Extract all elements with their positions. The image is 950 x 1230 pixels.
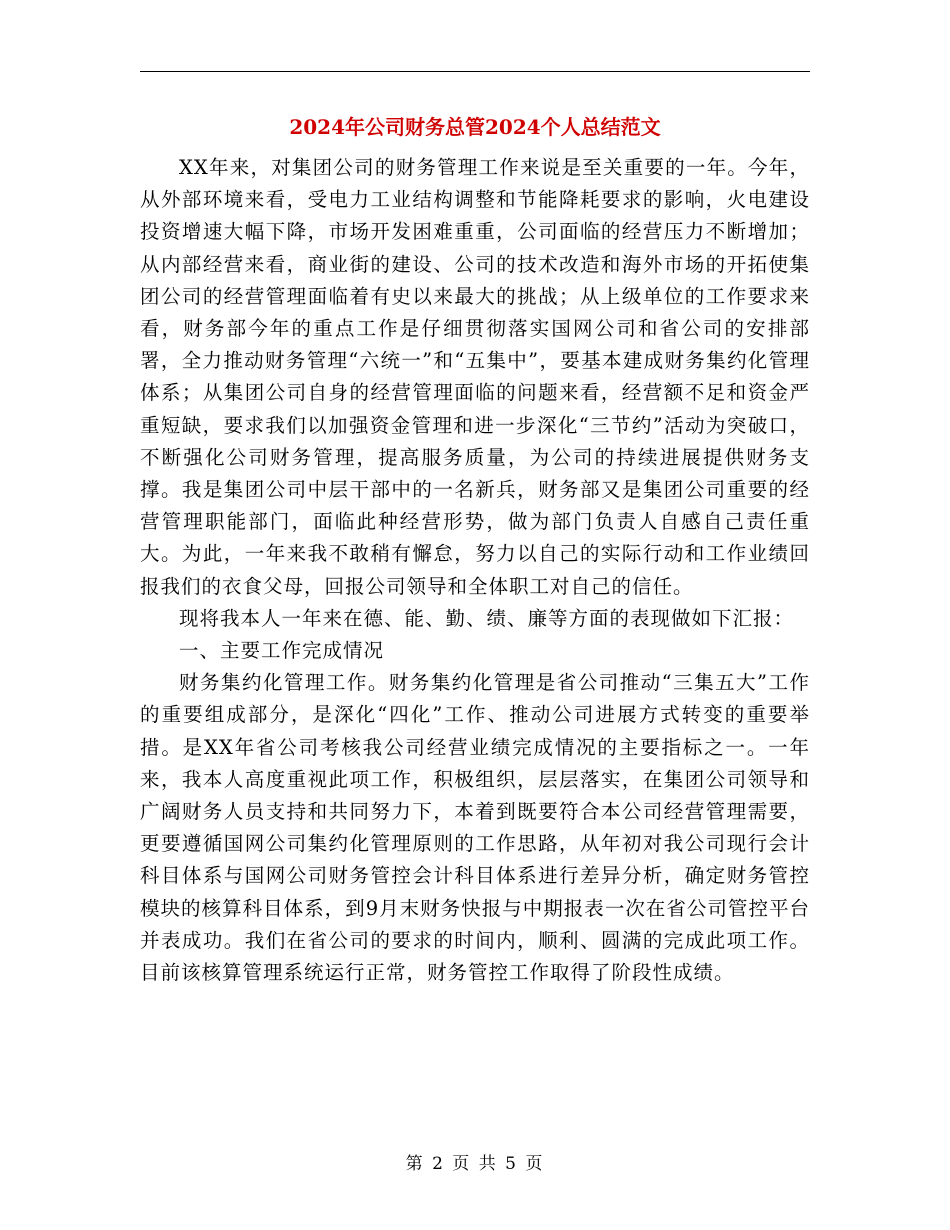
paragraph-intro: XX年来，对集团公司的财务管理工作来说是至关重要的一年。今年，从外部环境来看，受电力工业结构调整和节能降耗要求的影响，火电建设投资增速大幅下降，市场开发困难重重，公司面临的经营压力不断增加；从内部经营来看，商业街的建设、公司的技术改造和海外市场的开拓使集团公司的经营管理面临着有史以来最大的挑战；从上级单位的工作要求来看，财务部今年的重点工作是仔细贯彻落实国网公司和省公司的安排部署，全力推动财务管理“六统一”和“五集中”，要基本建成财务集约化管理体系；从集团公司自身的经营管理面临的问题来看，经营额不足和资金严重短缺，要求我们以加强资金管理和进一步深化“三节约”活动为突破口，不断强化公司财务管理，提高服务质量，为公司的持续进展提供财务支撑。我是集团公司中层干部中的一名新兵，财务部又是集团公司重要的经营管理职能部门，面临此种经营形势，做为部门负责人自感自己责任重大。为此，一年来我不敢稍有懈怠，努力以自己的实际行动和工作业绩回报我们的衣食父母，回报公司领导和全体职工对自己的信任。: [140, 156, 810, 598]
document-body: [140, 152, 810, 989]
paragraph-report-lead: 现将我本人一年来在德、能、勤、绩、廉等方面的表现做如下汇报：: [179, 606, 795, 630]
header-rule: [140, 71, 810, 72]
paragraph-financial-intensive: 财务集约化管理工作。财务集约化管理是省公司推动“三集五大”工作的重要组成部分，是深化“四化”工作、推动公司进展方式转变的重要举措。是XX年省公司考核我公司经营业绩完成情况的主要指标之一。一年来，我本人高度重视此项工作，积极组织，层层落实，在集团公司领导和广阔财务人员支持和共同努力下，本着到既要符合本公司经营管理需要，更要遵循国网公司集约化管理原则的工作思路，从年初对我公司现行会计科目体系与国网公司财务管控会计科目体系进行差异分析，确定财务管控模块的核算科目体系，到9月末财务快报与中期报表一次在省公司管控平台并表成功。我们在省公司的要求的时间内，顺利、圆满的完成此项工作。目前该核算管理系统运行正常，财务管控工作取得了阶段性成绩。: [140, 671, 810, 985]
document-title: 2024年公司财务总管2024个人总结范文: [289, 115, 661, 139]
section-heading: 一、主要工作完成情况: [179, 639, 385, 663]
page-number: 第 2 页 共 5 页: [405, 1154, 545, 1174]
